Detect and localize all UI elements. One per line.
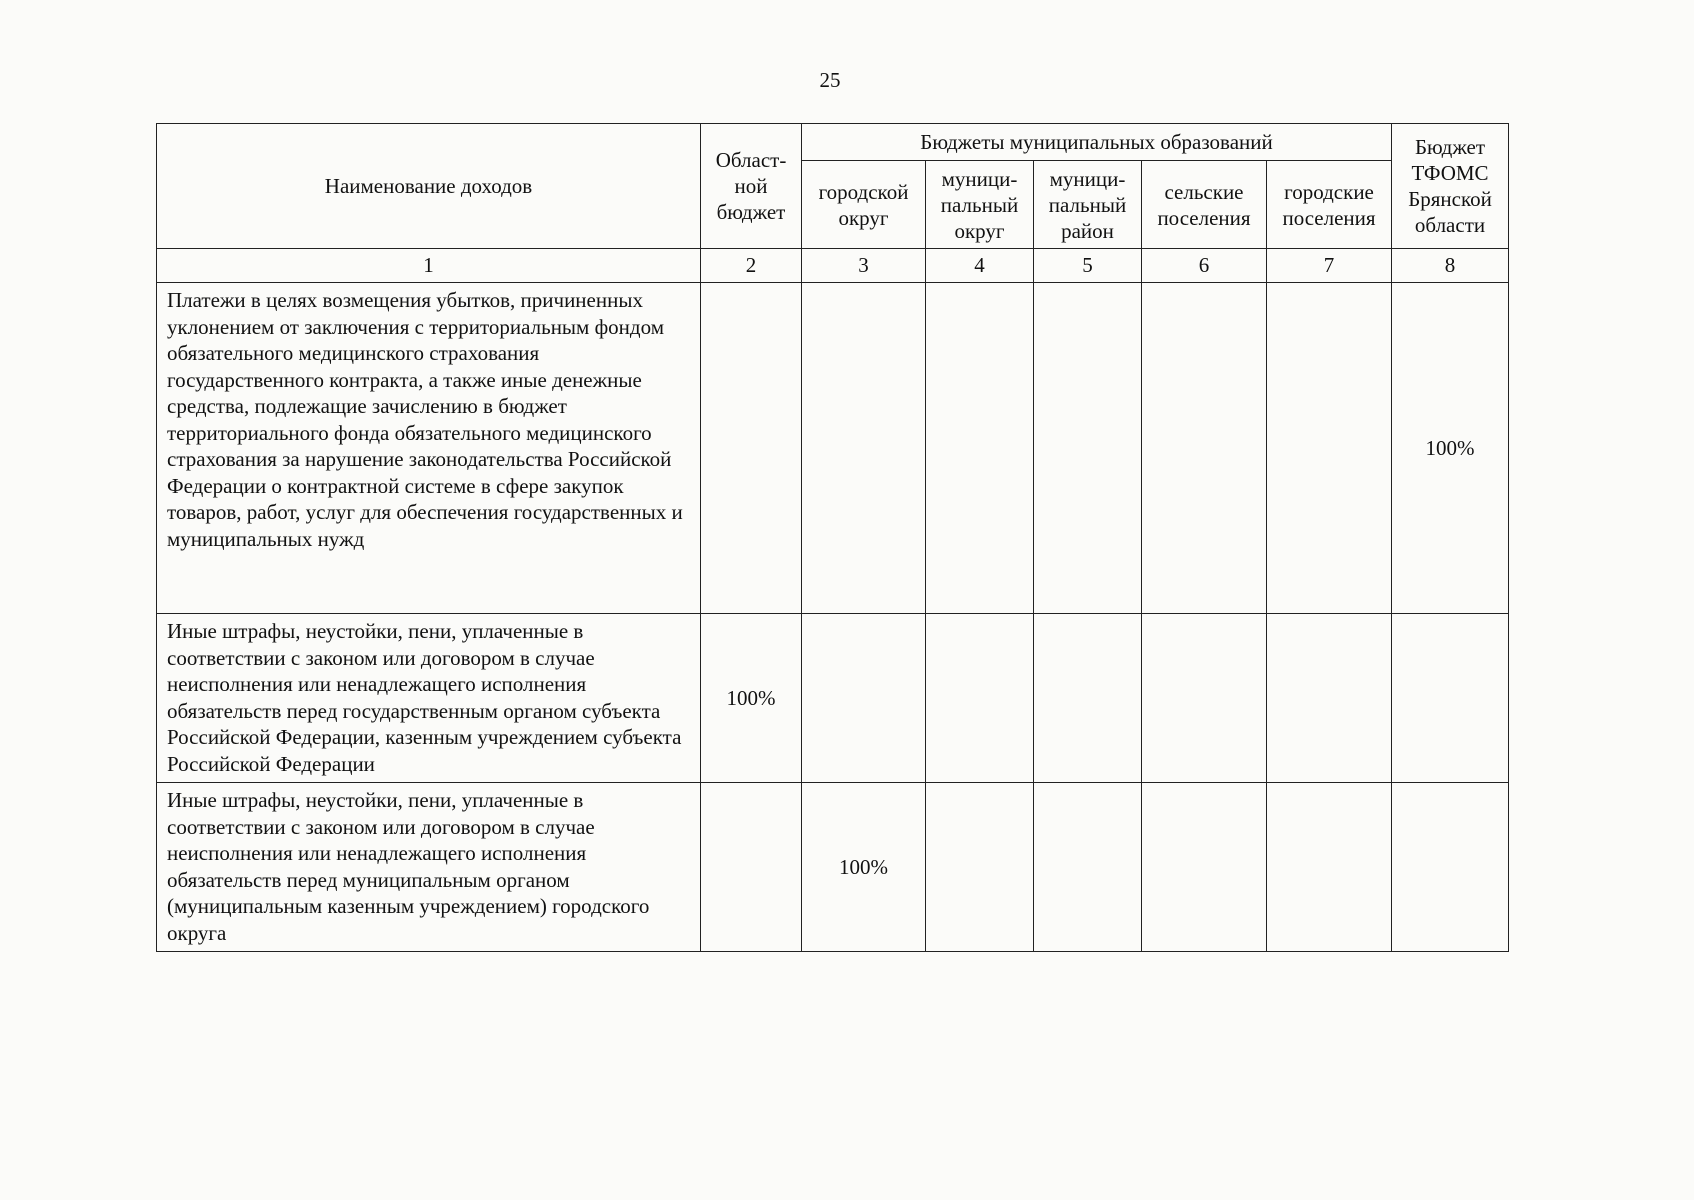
column-number: 3	[802, 249, 926, 283]
revenue-name-cell: Иные штрафы, неустойки, пени, уплаченные в соответствии с законом или договором в случае неисполнения или ненадлежащего исполнения обязательств перед муниципальным органом (муниципальным казенным учреждением) городского округа	[157, 783, 701, 952]
revenue-name-cell: Иные штрафы, неустойки, пени, уплаченные в соответствии с законом или договором в случае неисполнения или ненадлежащего исполнения обязательств перед государственным органом субъекта Российской Федерации, казенным учреждением субъекта Российской Федерации	[157, 614, 701, 783]
value-cell	[1142, 783, 1267, 952]
value-cell	[802, 283, 926, 614]
header-municipal-district: муници-пальный округ	[926, 161, 1034, 249]
header-regional-budget: Област-ной бюджет	[701, 124, 802, 249]
value-cell	[701, 283, 802, 614]
header-tfoms-budget: Бюджет ТФОМС Брянской области	[1392, 124, 1509, 249]
value-cell: 100%	[701, 614, 802, 783]
value-cell	[1034, 783, 1142, 952]
table-row	[157, 614, 1509, 783]
value-cell	[926, 614, 1034, 783]
table-row	[157, 283, 1509, 614]
value-cell	[926, 283, 1034, 614]
column-number: 7	[1267, 249, 1392, 283]
column-number: 8	[1392, 249, 1509, 283]
header-urban-settlements: городские поселения	[1267, 161, 1392, 249]
revenue-distribution-table	[156, 123, 1509, 952]
header-rural-settlements: сельские поселения	[1142, 161, 1267, 249]
column-number: 4	[926, 249, 1034, 283]
header-revenue-name: Наименование доходов	[157, 124, 701, 249]
table-body	[157, 283, 1509, 952]
page-number: 25	[819, 68, 841, 92]
value-cell	[1142, 283, 1267, 614]
value-cell	[1267, 614, 1392, 783]
column-number: 1	[157, 249, 701, 283]
column-number: 2	[701, 249, 802, 283]
table-row	[157, 783, 1509, 952]
column-number: 5	[1034, 249, 1142, 283]
revenue-name-cell: Платежи в целях возмещения убытков, причиненных уклонением от заключения с территориальным фондом обязательного медицинского страхования государственного контракта, а также иные денежные средства, подлежащие зачислению в бюджет территориального фонда обязательного медицинского страхования за нарушение законодательства Российской Федерации о контрактной системе в сфере закупок товаров, работ, услуг для обеспечения государственных и муниципальных нужд	[157, 283, 701, 614]
column-numbers-row	[157, 249, 1509, 283]
header-municipal-area: муници-пальный район	[1034, 161, 1142, 249]
value-cell	[802, 614, 926, 783]
value-cell	[1034, 283, 1142, 614]
value-cell	[1142, 614, 1267, 783]
header-municipal-budgets: Бюджеты муниципальных образований	[802, 124, 1392, 161]
value-cell	[1034, 614, 1142, 783]
value-cell: 100%	[1392, 283, 1509, 614]
value-cell: 100%	[802, 783, 926, 952]
value-cell	[1267, 783, 1392, 952]
table-header	[157, 124, 1509, 283]
value-cell	[701, 783, 802, 952]
column-number: 6	[1142, 249, 1267, 283]
value-cell	[1392, 783, 1509, 952]
value-cell	[1392, 614, 1509, 783]
header-city-district: городской округ	[802, 161, 926, 249]
value-cell	[926, 783, 1034, 952]
value-cell	[1267, 283, 1392, 614]
